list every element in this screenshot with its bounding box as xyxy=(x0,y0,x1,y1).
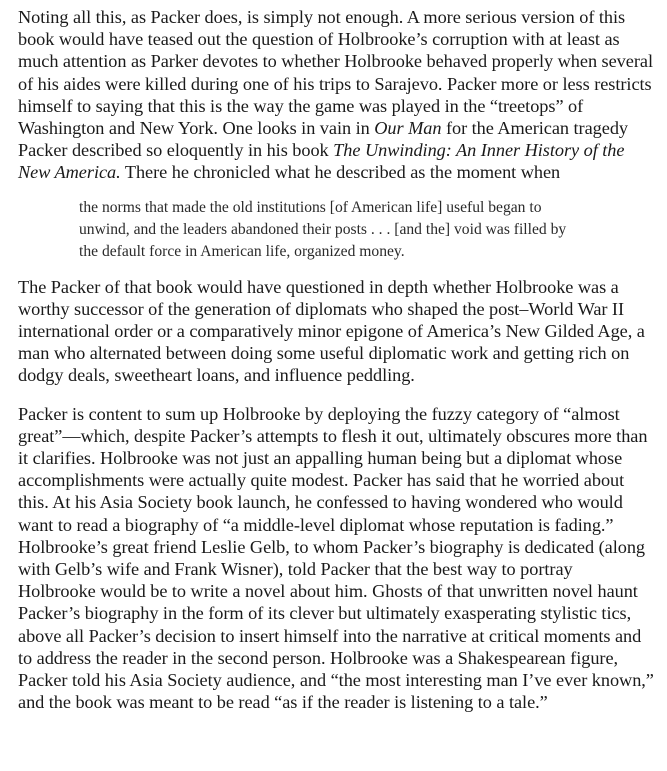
paragraph-spacer xyxy=(18,387,654,403)
book-title-our-man: Our Man xyxy=(374,118,442,139)
paragraph-1-text-b: for the American tragedy Packer described so eloquently in his book xyxy=(18,118,628,161)
paragraph-1 xyxy=(18,6,654,184)
paragraph-3: Packer is content to sum up Holbrooke by deploying the fuzzy category of “almost great”—which, despite Packer’s attempts to flesh it out, ultimately obscures more than it clarifies. Holbrooke was not just an appalling human being but a diplomat whose accomplishments were actually quite modest. Packer has said that he worried about this. At his Asia Society book launch, he confessed to having wondered who would want to read a biography of “a middle-level diplomat whose reputation is fading.” Holbrooke’s great friend Leslie Gelb, to whom Packer’s biography is dedicated (along with Gelb’s wife and Frank Wisner), told Packer that the best way to portray Holbrooke would be to write a novel about him. Ghosts of that unwritten novel haunt Packer’s biography in the form of its clever but ultimately exasperating stylistic tics, above all Packer’s decision to insert himself into the narrative at critical moments and to address the reader in the second person. Holbrooke was a Shakespearean figure, Packer told his Asia Society audience, and “the most interesting man I’ve ever known,” and the book was meant to be read “as if the reader is listening to a tale.” xyxy=(18,403,654,713)
block-quote: the norms that made the old institutions [of American life] useful began to unwind, and the leaders abandoned their posts . . . [and the] void was filled by the default force in American life, organized money. xyxy=(79,198,567,260)
article-body xyxy=(18,6,654,713)
paragraph-1-text-a: Noting all this, as Packer does, is simply not enough. A more serious version of this book would have teased out the question of Holbrooke’s corruption with at least as much attention as Parker devotes to whether Holbrooke behaved properly when several of his aides were killed during one of his trips to Sarajevo. Packer more or less restricts himself to saying that this is the way the game was played in the “treetops” of Washington and New York. One looks in vain in xyxy=(18,7,653,139)
book-title-the-unwinding: The Unwinding: An Inner History of the New America. xyxy=(18,140,625,183)
paragraph-1-text-c: There he chronicled what he described as the moment when xyxy=(120,162,561,183)
paragraph-2: The Packer of that book would have questioned in depth whether Holbrooke was a worthy successor of the generation of diplomats who shaped the post–World War II international order or a comparatively minor epigone of America’s New Gilded Age, a man who alternated between doing some useful diplomatic work and getting rich on dodgy deals, sweetheart loans, and influence peddling. xyxy=(18,276,645,386)
